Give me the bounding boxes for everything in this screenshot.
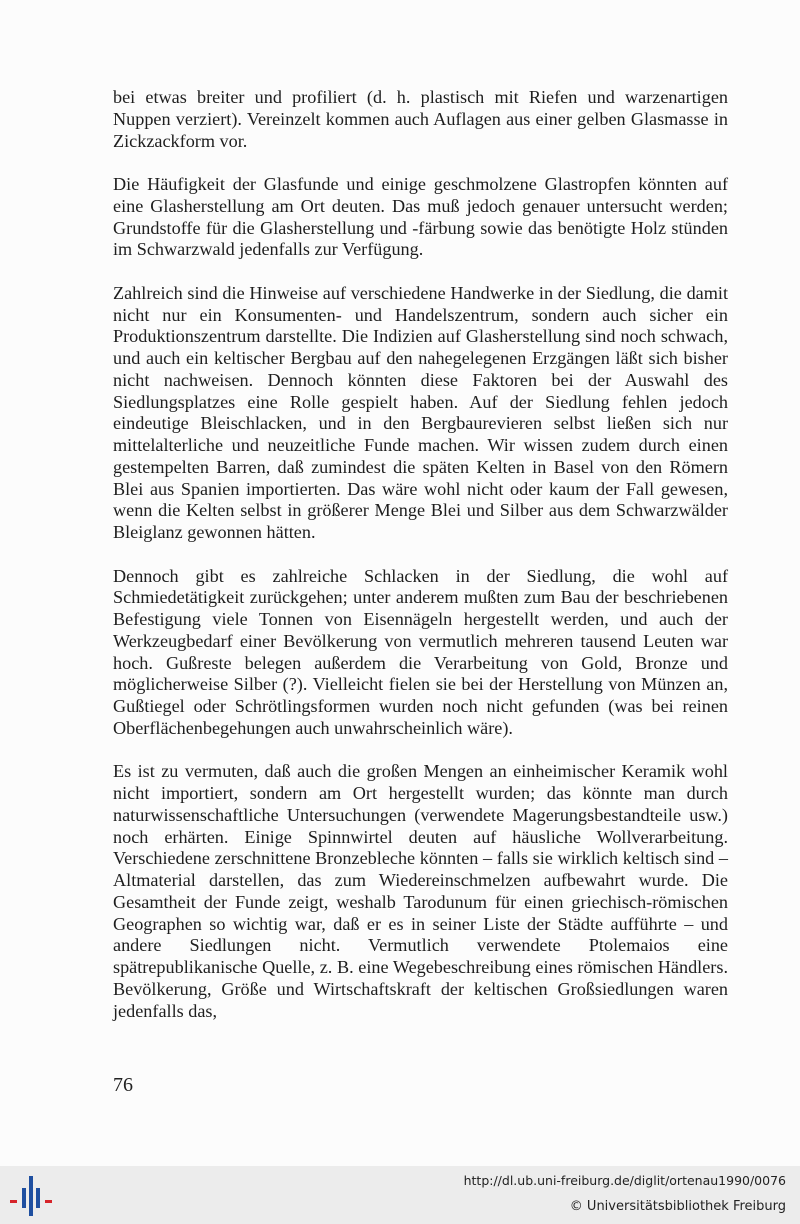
paragraph-4: Dennoch gibt es zahlreiche Schlacken in der Siedlung, die wohl auf Schmiedetätigkeit zurückgehen; unter anderem mußten zum Bau der beschriebenen Befestigung viele Tonnen von Eisennägeln hergestellt werden, und auch der Werkzeugbedarf einer Bevölkerung von vermutlich mehreren tausend Leuten war hoch. Gußreste belegen außerdem die Verarbeitung von Gold, Bronze und möglicherweise Silber (?). Vielleicht fielen sie bei der Herstellung von Münzen an, Gußtiegel oder Schrötlingsformen wurden noch nicht gefunden (was bei reinen Oberflächenbegehungen auch unwahrscheinlich wäre). — [113, 565, 728, 738]
copyright-notice: © Universitätsbibliothek Freiburg — [569, 1199, 786, 1214]
library-footer — [0, 1166, 800, 1224]
paragraph-1: bei etwas breiter und profiliert (d. h. plastisch mit Riefen und warzenartigen Nuppen verziert). Vereinzelt kommen auch Auflagen aus einer gelben Glasmasse in Zickzackform vor. — [113, 87, 728, 151]
source-url-link[interactable]: http://dl.ub.uni-freiburg.de/diglit/ortenau1990/0076 — [463, 1173, 786, 1188]
ub-freiburg-logo-icon — [8, 1174, 52, 1218]
body-text — [113, 87, 728, 1044]
paragraph-2: Die Häufigkeit der Glasfunde und einige geschmolzene Glastropfen könnten auf eine Glasherstellung am Ort deuten. Das muß jedoch genauer untersucht werden; Grundstoffe für die Glasherstellung und -färbung sowie das benötigte Holz stünden im Schwarzwald jedenfalls zur Verfügung. — [113, 174, 728, 260]
page-number: 76 — [113, 1074, 133, 1096]
paragraph-5: Es ist zu vermuten, daß auch die großen Mengen an einheimischer Keramik wohl nicht importiert, sondern am Ort hergestellt wurden; das könnte man durch naturwissenschaftliche Untersuchungen (verwendete Magerungsbestandteile usw.) noch erhärten. Einige Spinnwirtel deuten auf häusliche Wollverarbeitung. Verschiedene zerschnittene Bronzebleche könnten – falls sie wirklich keltisch sind – Altmaterial darstellen, das zum Wiedereinschmelzen aufbewahrt wurde. Die Gesamtheit der Funde zeigt, weshalb Tarodunum für einen griechisch-römischen Geographen so wichtig war, daß er es in seiner Liste der Städte aufführte – und andere Siedlungen nicht. Vermutlich verwendete Ptolemaios eine spätrepublikanische Quelle, z. B. eine Wegebeschreibung eines römischen Händlers. Bevölkerung, Größe und Wirtschaftskraft der keltischen Großsiedlungen waren jedenfalls das, — [113, 761, 728, 1021]
paragraph-3: Zahlreich sind die Hinweise auf verschiedene Handwerke in der Siedlung, die damit nicht nur ein Konsumenten- und Handelszentrum, sondern auch sicher ein Produktionszentrum darstellte. Die Indizien auf Glasherstellung sind noch schwach, und auch ein keltischer Bergbau auf den nahegelegenen Erzgängen läßt sich bisher nicht nachweisen. Dennoch könnten diese Faktoren bei der Auswahl des Siedlungsplatzes eine Rolle gespielt haben. Auf der Siedlung fehlen jedoch eindeutige Bleischlacken, und in den Bergbaurevieren selbst ließen sich nur mittelalterliche und neuzeitliche Funde machen. Wir wissen zudem durch einen gestempelten Barren, daß zumindest die späten Kelten in Basel von den Römern Blei aus Spanien importierten. Das wäre wohl nicht oder kaum der Fall gewesen, wenn die Kelten selbst in größerer Menge Blei und Silber aus dem Schwarzwälder Bleiglanz gewonnen hätten. — [113, 282, 728, 542]
